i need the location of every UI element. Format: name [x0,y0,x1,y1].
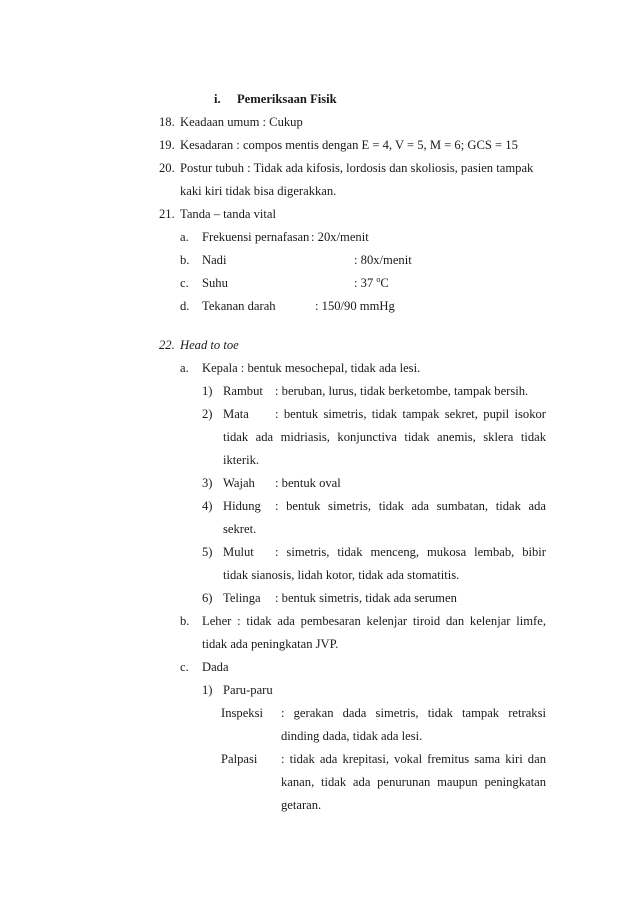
palpation-text-3: getaran. [281,798,322,812]
temperature-unit: C [380,276,389,290]
sub-number: 2) [202,407,213,421]
section-heading [214,91,337,107]
inspection-label: Inspeksi [221,706,263,720]
sub-text-mouth-2: tidak sianosis, lidah kotor, tidak ada stomatitis. [223,568,460,582]
sub-label-nose: Hidung [223,499,261,513]
lungs-number: 1) [202,683,213,697]
vital-letter: b. [180,253,190,267]
vital-letter: d. [180,299,190,313]
sub-label-face: Wajah [223,476,255,490]
head-text: Kepala : bentuk mesochepal, tidak ada lesi. [202,361,421,375]
item-19-number: 19. [159,138,175,152]
vital-value-blood-pressure: : 150/90 mmHg [315,299,395,313]
vital-letter: c. [180,276,189,290]
sub-text-eyes-2: tidak ada midriasis, konjunctiva tidak anemis, sklera tidak [223,430,546,444]
inspection-text-2: dinding dada, tidak ada lesi. [281,729,423,743]
lungs-title: Paru-paru [223,683,273,697]
sub-number: 3) [202,476,213,490]
sub-number: 5) [202,545,213,559]
section-heading-title: Pemeriksaan Fisik [236,92,337,106]
vital-label-blood-pressure: Tekanan darah [202,299,276,313]
item-21-number: 21. [159,207,175,221]
sub-number: 6) [202,591,213,605]
sub-label-eyes: Mata [223,407,249,421]
sub-text-nose-1: : bentuk simetris, tidak ada sumbatan, tidak ada [275,499,546,513]
vital-label-respiration: Frekuensi pernafasan [202,230,310,244]
item-22-title: Head to toe [180,338,239,352]
neck-text-1: Leher : tidak ada pembesaran kelenjar tiroid dan kelenjar limfe, [202,614,546,628]
sub-text-nose-2: sekret. [223,522,257,536]
chest-title: Dada [202,660,229,674]
sub-text-mouth-1: : simetris, tidak menceng, mukosa lembab, bibir [275,545,546,559]
palpation-text-1: : tidak ada krepitasi, vokal fremitus sama kiri dan [281,752,546,766]
temperature-value: : 37 [354,276,377,290]
item-21-title: Tanda – tanda vital [180,207,276,221]
item-22-number: 22. [159,338,175,352]
sub-text-ears: : bentuk simetris, tidak ada serumen [275,591,457,605]
sub-text-eyes-3: ikterik. [223,453,260,467]
sub-label-mouth: Mulut [223,545,254,559]
neck-text-2: tidak ada peningkatan JVP. [202,637,339,651]
sub-text-hair: : beruban, lurus, tidak berketombe, tampak bersih. [275,384,529,398]
item-19-text: Kesadaran : compos mentis dengan E = 4, V = 5, M = 6; GCS = 15 [180,138,518,152]
neck-letter: b. [180,614,190,628]
vital-label-pulse: Nadi [202,253,227,267]
chest-letter: c. [180,660,189,674]
item-20-line-2: kaki kiri tidak bisa digerakkan. [180,184,337,198]
item-18-text: Keadaan umum : Cukup [180,115,303,129]
item-20-line-1: Postur tubuh : Tidak ada kifosis, lordosis dan skoliosis, pasien tampak [180,161,534,175]
palpation-text-2: kanan, tidak ada penurunan maupun peningkatan [281,775,546,789]
section-heading-number: i. [214,92,221,106]
vital-value-pulse: : 80x/menit [354,253,412,267]
sub-label-ears: Telinga [223,591,261,605]
vital-value-temperature [354,275,389,291]
vital-label-temperature: Suhu [202,276,228,290]
item-18-number: 18. [159,115,175,129]
sub-number: 1) [202,384,213,398]
sub-number: 4) [202,499,213,513]
sub-text-eyes-1: : bentuk simetris, tidak tampak sekret, pupil isokor [275,407,546,421]
sub-text-face: : bentuk oval [275,476,341,490]
degree-sign: o [376,275,381,284]
head-letter: a. [180,361,189,375]
item-20-number: 20. [159,161,175,175]
inspection-text-1: : gerakan dada simetris, tidak tampak retraksi [281,706,546,720]
vital-letter: a. [180,230,189,244]
sub-label-hair: Rambut [223,384,263,398]
palpation-label: Palpasi [221,752,258,766]
vital-value-respiration: : 20x/menit [311,230,369,244]
